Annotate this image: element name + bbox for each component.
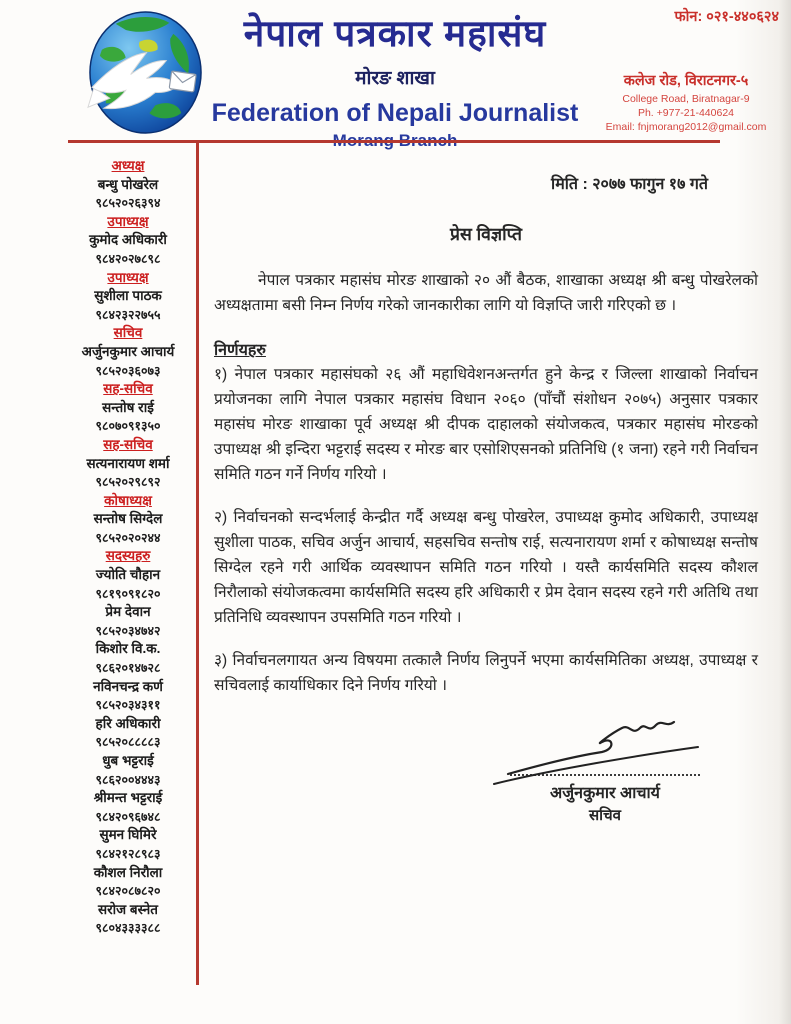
officer-group-vice-president-1 [60, 213, 196, 269]
officer-phone: ९८४२३२२७५५ [95, 307, 161, 322]
officer-name: अर्जुनकुमार आचार्य [81, 343, 175, 359]
decision-paragraph-2: २) निर्वाचनको सन्दर्भलाई केन्द्रीत गर्दै अध्यक्ष बन्धु पोखरेल, उपाध्यक्ष कुमोद अधिकारी, उपाध्यक्ष सुशीला पाठक, सचिव अर्जुन आचार्य, सहसचिव सन्तोष राई, सत्यनारायण शर्मा र कोषाध्यक्ष सन्तोष सिग्देल रहने गरी आर्थिक व्यवस्थापन समिति गठन गरियो । यस्तै कार्यसमिति सदस्य कौशल निरौलाको संयोजकत्वमा कार्यसमिति सदस्य हरि अधिकारी र प्रेम देवान सदस्य रहने गरी अतिथि तथा प्रतिनिधि व्यवस्थापन उपसमिति गठन गरियो । [214, 509, 758, 626]
branch-name-nepali: मोरङ शाखा [355, 67, 435, 89]
email-address: Email: fnjmorang2012@gmail.com [605, 121, 767, 134]
header-divider-line [68, 140, 720, 143]
officer-phone: ९८५२०३६०७३ [95, 363, 161, 378]
officer-role-label: उपाध्यक्ष [107, 269, 149, 285]
member-phone: ९८५२०८८८८३ [95, 735, 161, 750]
officer-name: सुशीला पाठक [94, 288, 162, 304]
globe-dove-logo [86, 8, 205, 138]
member-phone: ९८१९०९१८२० [95, 586, 161, 601]
member-phone: ९८४२०८७८२० [95, 884, 161, 899]
scan-edge-shading [779, 0, 791, 1024]
header-phone-number: फोन: ०२१-४४०६२४ [674, 9, 779, 25]
member-phone: ९८४२०९६७४८ [95, 809, 161, 824]
decision-paragraph-1: १) नेपाल पत्रकार महासंघको २६ औं महाधिवेशनअन्तर्गत हुने केन्द्र र जिल्ला शाखाको निर्वाचन प्रयोजनका लागि नेपाल पत्रकार महासंघ विधान २०६० (पाँचौं संशोधन २०७५) अनुसार पत्रकार महासंघ मोरङ शाखाका पूर्व अध्यक्ष श्री दीपक दाहालको संयोजकत्व, पत्रकार महासंघ मोरङको उपाध्यक्ष श्री इन्दिरा भट्टराई सदस्य र मोरङ बार एसोशिएसनको प्रतिनिधि (१ जना) रहने गरी निर्वाचन समिति गठन गर्ने निर्णय गरियो । [214, 366, 758, 483]
member-name: प्रेम देवान [105, 604, 151, 620]
org-name-english: Federation of Nepali Journalist [211, 98, 579, 127]
signature-block [480, 712, 730, 825]
member-name: हरि अधिकारी [95, 715, 161, 731]
officer-name: सत्यनारायण शर्मा [86, 455, 170, 471]
officer-phone: ९८०७०९१३५० [95, 419, 161, 434]
member-phone: ९८५२०३४३११ [95, 698, 161, 713]
officer-role-label: सह-सचिव [103, 436, 153, 452]
officer-name: सन्तोष सिग्देल [93, 511, 163, 527]
phone-intl: Ph. +977-21-440624 [637, 107, 735, 120]
member-name: सरोज बस्नेत [98, 901, 158, 917]
letter-body [214, 156, 758, 825]
officer-group-members [60, 547, 196, 937]
member-name: नविनचन्द्र कर्ण [93, 678, 163, 694]
officer-phone: ९८५२०२९८९२ [95, 475, 161, 490]
officer-role-label: अध्यक्ष [111, 158, 145, 173]
press-release-title: प्रेस विज्ञप्ति [449, 224, 523, 244]
officer-name: कुमोद अधिकारी [89, 232, 167, 248]
sidebar-divider-line [196, 140, 199, 985]
handwritten-signature-icon [490, 712, 720, 790]
officer-group-joint-secretary-2 [60, 436, 196, 492]
committee-roster-sidebar [60, 157, 196, 938]
officer-name: बन्धु पोखरेल [97, 176, 159, 192]
officer-group-treasurer [60, 492, 196, 548]
member-name: धुब भट्टराई [102, 753, 154, 768]
member-name: कौशल निरौला [93, 864, 163, 880]
address-nepali: कलेज रोड, विराटनगर-५ [623, 73, 749, 89]
member-phone: ९८४२१२८९८३ [95, 846, 161, 861]
officer-role-label: सदस्यहरु [105, 548, 151, 564]
member-name: किशोर वि.क. [95, 641, 161, 657]
member-phone: ९८०४३३३३८८ [95, 921, 161, 936]
letterhead-masthead [200, 14, 590, 151]
member-phone: ९८६२०१४७२८ [95, 661, 161, 676]
decisions-heading: निर्णयहरु [214, 342, 266, 359]
officer-group-vice-president-2 [60, 269, 196, 325]
address-english: College Road, Biratnagar-9 [622, 93, 750, 105]
org-name-nepali: नेपाल पत्रकार महासंघ [243, 13, 547, 54]
intro-paragraph: नेपाल पत्रकार महासंघ मोरङ शाखाको २० औं बैठक, शाखाका अध्यक्ष श्री बन्धु पोखरेलको अध्यक्षतामा बसी निम्न निर्णय गरेको जानकारीका लागि यो विज्ञप्ति जारी गरिएको छ । [214, 272, 758, 314]
officer-group-secretary [60, 324, 196, 380]
officer-role-label: सह-सचिव [103, 381, 153, 397]
member-name: सुमन घिमिरे [99, 827, 157, 843]
officer-role-label: कोषाध्यक्ष [104, 492, 152, 508]
signatory-role: सचिव [589, 807, 621, 824]
signatory-name: अर्जुनकुमार आचार्य [550, 785, 660, 802]
officer-phone: ९८५२०२६३९४ [95, 196, 161, 211]
member-name: ज्योति चौहान [95, 567, 161, 583]
officer-group-joint-secretary-1 [60, 380, 196, 436]
header-address-block [587, 70, 785, 135]
globe-dove-logo-icon [86, 8, 205, 138]
officer-role-label: सचिव [113, 325, 143, 341]
member-phone: ९८५२०३४७४२ [95, 623, 161, 638]
officer-phone: ९८४२०२७८९८ [95, 251, 161, 266]
officer-group-president [60, 157, 196, 213]
officer-role-label: उपाध्यक्ष [107, 213, 149, 229]
decision-paragraph-3: ३) निर्वाचनलगायत अन्य विषयमा तत्कालै निर्णय लिनुपर्ने भएमा कार्यसमितिका अध्यक्ष, उपाध्यक्ष र सचिवलाई कार्याधिकार दिने निर्णय गरियो । [214, 652, 758, 694]
member-name: श्रीमन्त भट्टराई [93, 790, 163, 806]
officer-phone: ९८५२०२०२४४ [95, 530, 161, 545]
member-phone: ९८६२००४४४३ [95, 772, 161, 787]
officer-name: सन्तोष राई [102, 399, 154, 415]
date-line: मिति : २०७७ फागुन १७ गते [551, 176, 708, 193]
